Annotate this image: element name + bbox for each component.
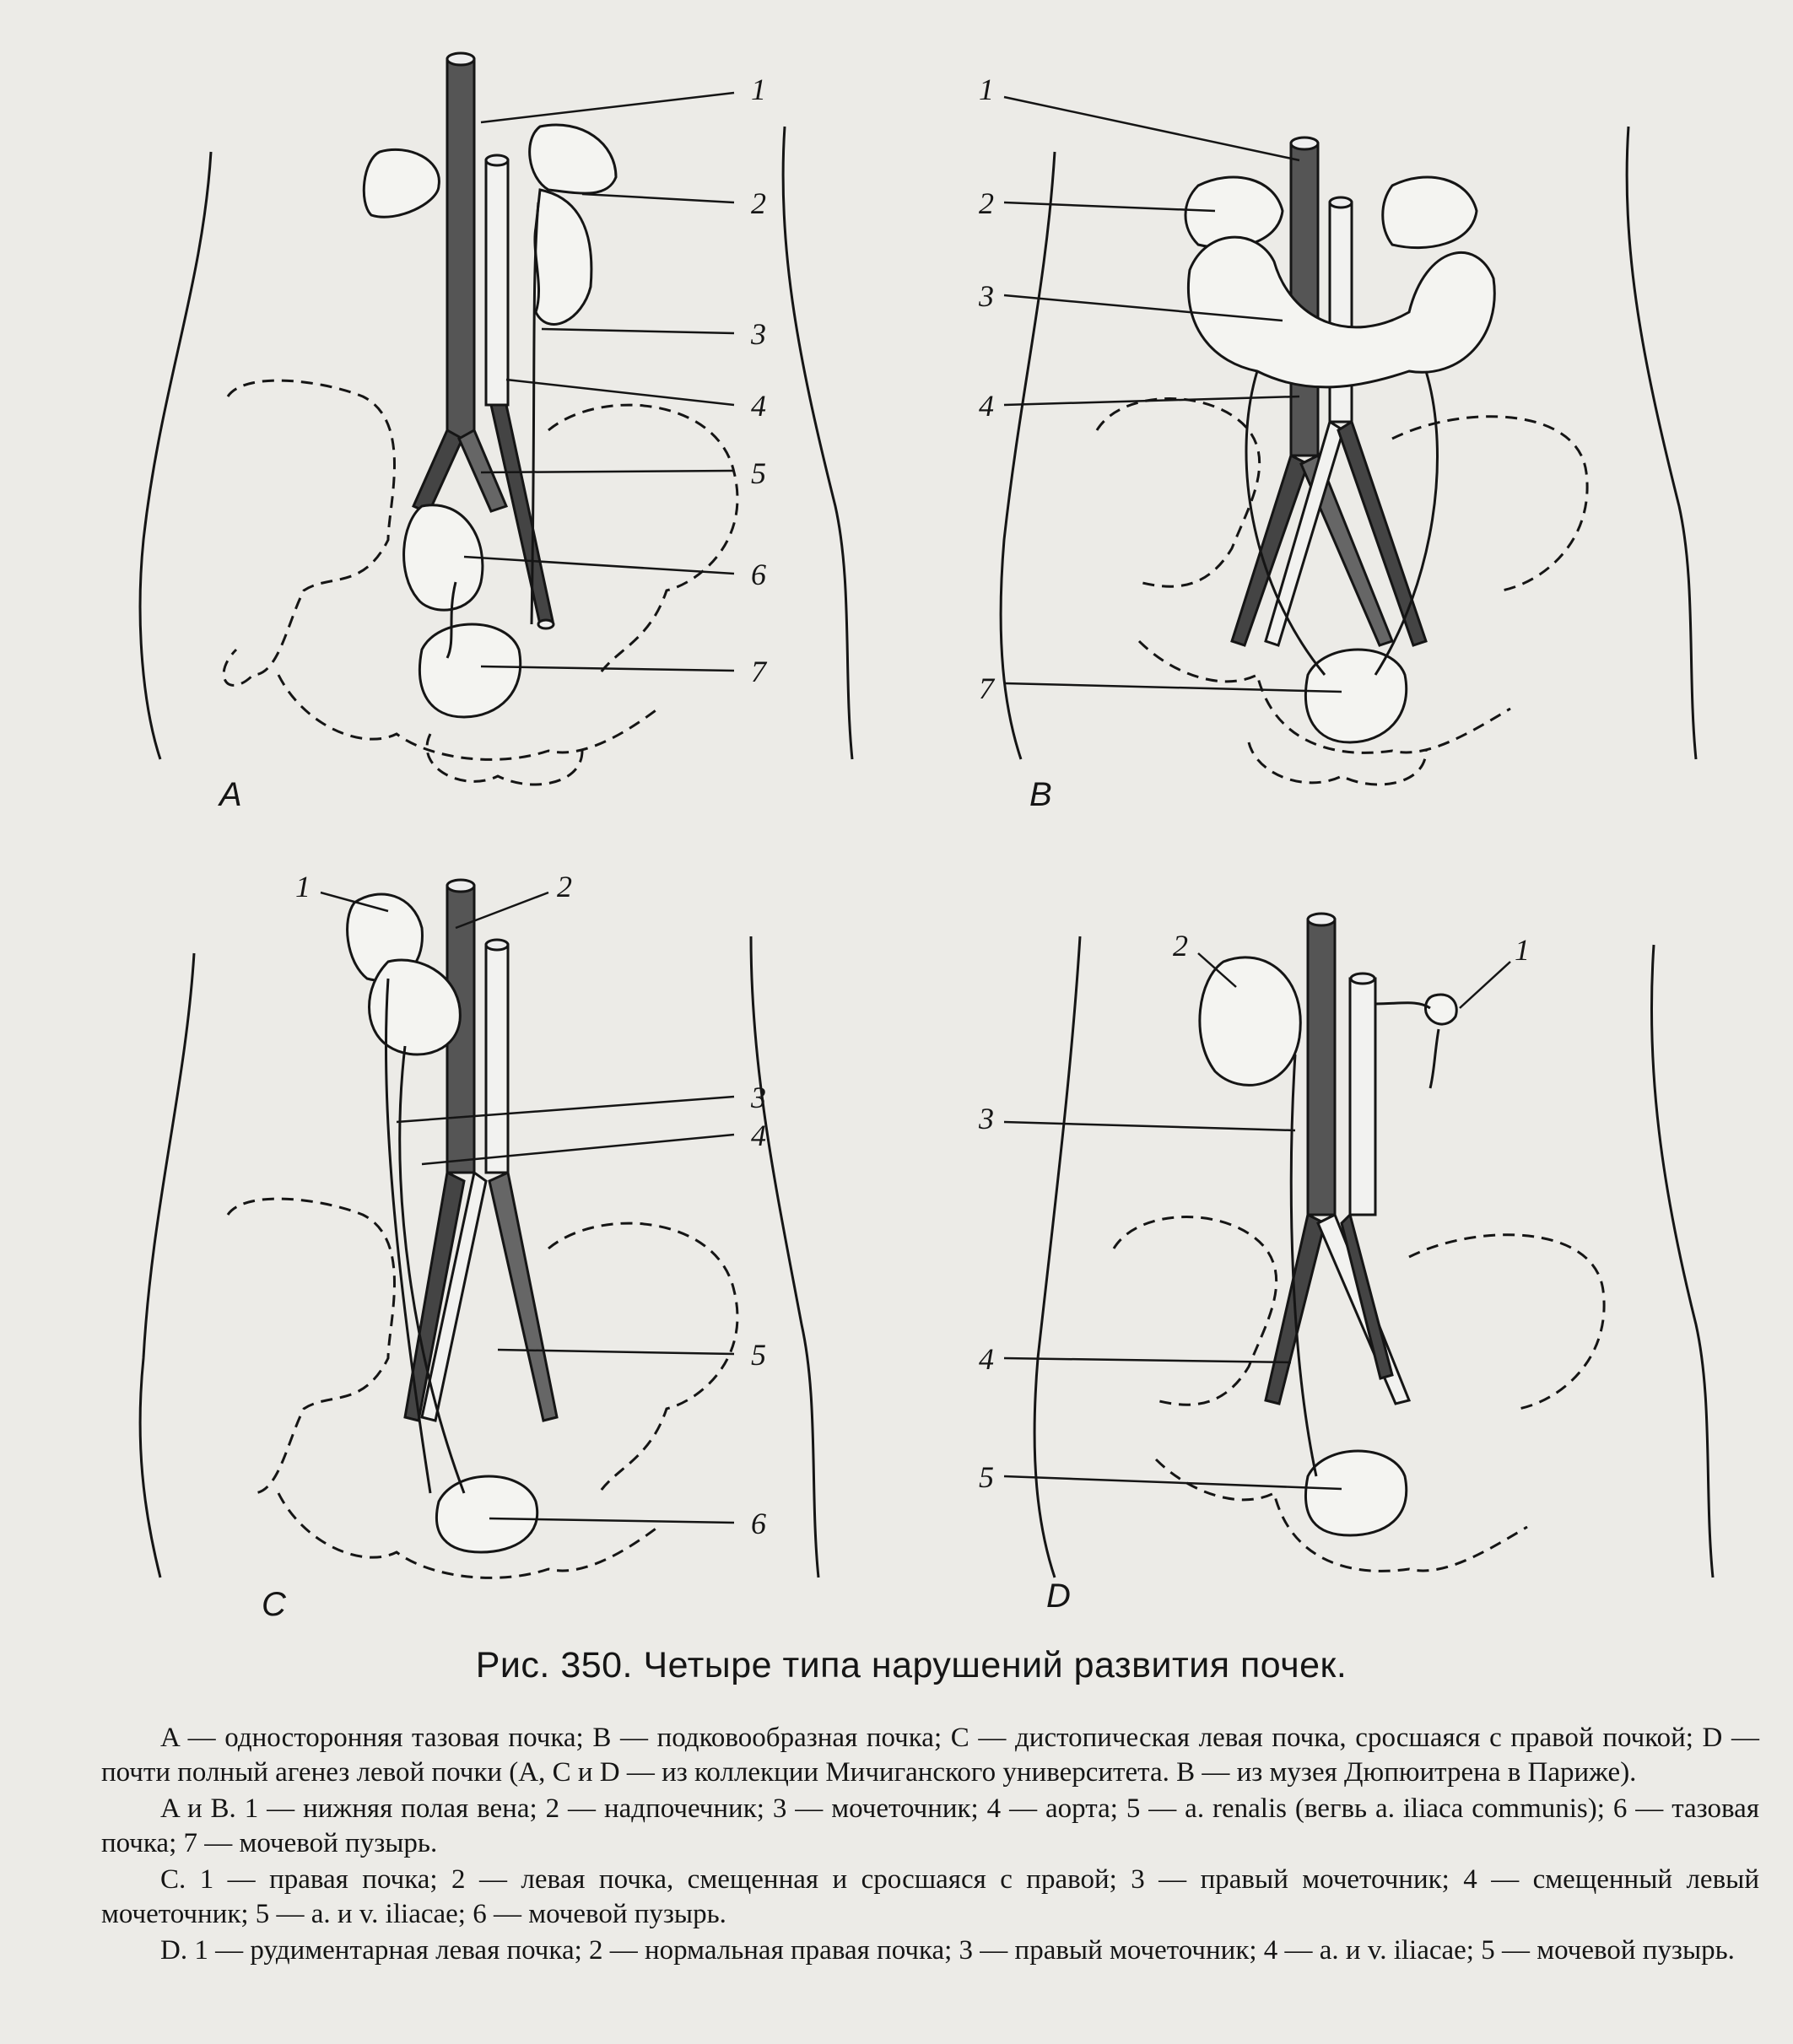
callout-c-4: 4 bbox=[751, 1119, 766, 1152]
panel-c-letter: C bbox=[262, 1586, 286, 1623]
callout-d-3: 3 bbox=[979, 1102, 994, 1135]
callout-b-3: 3 bbox=[979, 279, 994, 313]
figure-panel-c bbox=[110, 852, 953, 1645]
callout-a-3: 3 bbox=[751, 317, 766, 351]
figure-panel-d bbox=[953, 852, 1793, 1645]
callout-a-4: 4 bbox=[751, 389, 766, 423]
panel-a-letter: A bbox=[219, 776, 242, 813]
callout-b-2: 2 bbox=[979, 186, 994, 220]
callout-d-1: 1 bbox=[1515, 933, 1530, 967]
panel-c-illustration bbox=[110, 852, 953, 1645]
figure-panel-a bbox=[110, 34, 953, 827]
callout-c-2: 2 bbox=[557, 870, 572, 903]
callout-c-6: 6 bbox=[751, 1507, 766, 1540]
callout-c-3: 3 bbox=[751, 1081, 766, 1114]
panel-a-illustration bbox=[110, 34, 953, 827]
figure-caption-body bbox=[101, 1721, 1759, 1970]
panel-b-letter: B bbox=[1029, 776, 1052, 813]
caption-paragraph: A — односторонняя тазовая почка; B — подковообразная почка; C — дистопическая левая почка, сросшаяся с правой почкой; D — почти полный агенез левой почки (A, C и D — из коллекции Мичиганского университета. B — из музея Дюпюитрена в Париже). bbox=[101, 1723, 1759, 1788]
callout-d-4: 4 bbox=[979, 1342, 994, 1376]
callout-c-1: 1 bbox=[295, 870, 311, 903]
callout-a-6: 6 bbox=[751, 558, 766, 591]
caption-paragraph: A и B. 1 — нижняя полая вена; 2 — надпочечник; 3 — мочеточник; 4 — аорта; 5 — a. renalis (вегвь a. iliaca communis); 6 — тазовая почка; 7 — мочевой пузырь. bbox=[101, 1793, 1759, 1858]
callout-b-1: 1 bbox=[979, 73, 994, 106]
figure-caption-title: Рис. 350. Четыре типа нарушений развития почек. bbox=[475, 1645, 1347, 1685]
caption-paragraph: D. 1 — рудиментарная левая почка; 2 — нормальная правая почка; 3 — правый мочеточник; 4 — a. и v. iliacae; 5 — мочевой пузырь. bbox=[160, 1935, 1735, 1966]
figure-panel-b bbox=[953, 34, 1793, 827]
callout-a-1: 1 bbox=[751, 73, 766, 106]
panel-d-illustration bbox=[953, 852, 1793, 1645]
callout-a-7: 7 bbox=[751, 655, 766, 688]
callout-a-2: 2 bbox=[751, 186, 766, 220]
panel-d-letter: D bbox=[1046, 1577, 1071, 1615]
callout-d-2: 2 bbox=[1173, 929, 1188, 963]
caption-paragraph: C. 1 — правая почка; 2 — левая почка, смещенная и сросшаяся с правой; 3 — правый мочеточник; 4 — смещенный левый мочеточник; 5 — a. и v. iliacae; 6 — мочевой пузырь. bbox=[101, 1864, 1759, 1929]
callout-b-7: 7 bbox=[979, 671, 994, 705]
panel-b-illustration bbox=[953, 34, 1793, 827]
callout-a-5: 5 bbox=[751, 456, 766, 490]
callout-b-4: 4 bbox=[979, 389, 994, 423]
callout-d-5: 5 bbox=[979, 1460, 994, 1494]
callout-c-5: 5 bbox=[751, 1338, 766, 1372]
